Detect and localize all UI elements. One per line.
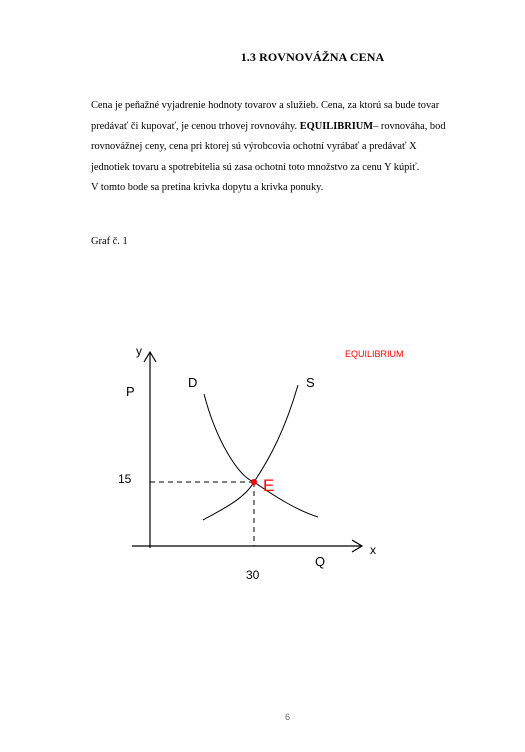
paragraph-text: – rovnováha, bod [373,120,446,132]
paragraph-line [91,117,471,138]
demand-label: D [188,375,198,390]
section-title: 1.3 ROVNOVÁŽNA CENA [240,50,385,64]
demand-curve [204,394,318,517]
supply-demand-graph [100,330,420,590]
paragraph-line: Cena je peňažné vyjadrenie hodnoty tovarov a služieb. Cena, za ktorú sa bude tovar [91,100,440,111]
paragraph-line: V tomto bode sa pretína krivka dopytu a krivka ponuky. [91,182,324,194]
equilibrium-title: EQUILIBRIUM [345,349,404,359]
paragraph-text: predávať či kupovať, je cenou trhovej rovnováhy. [91,120,298,132]
quantity-value-label: 30 [246,568,260,582]
x-axis-label: x [370,543,376,557]
price-axis-label: P [126,384,135,399]
body-paragraph [91,96,471,199]
equilibrium-point-label: E [263,476,275,495]
paragraph-line: rovnovážnej ceny, cena pri ktorej sú výrobcovia ochotní vyrábať a predávať X [91,141,417,153]
y-axis-label: y [136,344,142,358]
quantity-axis-label: Q [315,554,326,569]
supply-curve [203,385,298,520]
page-number: 6 [284,712,290,722]
supply-label: S [306,375,315,390]
graph-caption: Graf č. 1 [91,236,128,247]
equilibrium-point [251,479,257,485]
equilibrium-term: EQUILIBRIUM [299,120,374,132]
price-value-label: 15 [118,472,132,486]
paragraph-line: jednotiek tovaru a spotrebitelia sú zasa ochotní toto množstvo za cenu Y kúpiť. [91,161,420,173]
